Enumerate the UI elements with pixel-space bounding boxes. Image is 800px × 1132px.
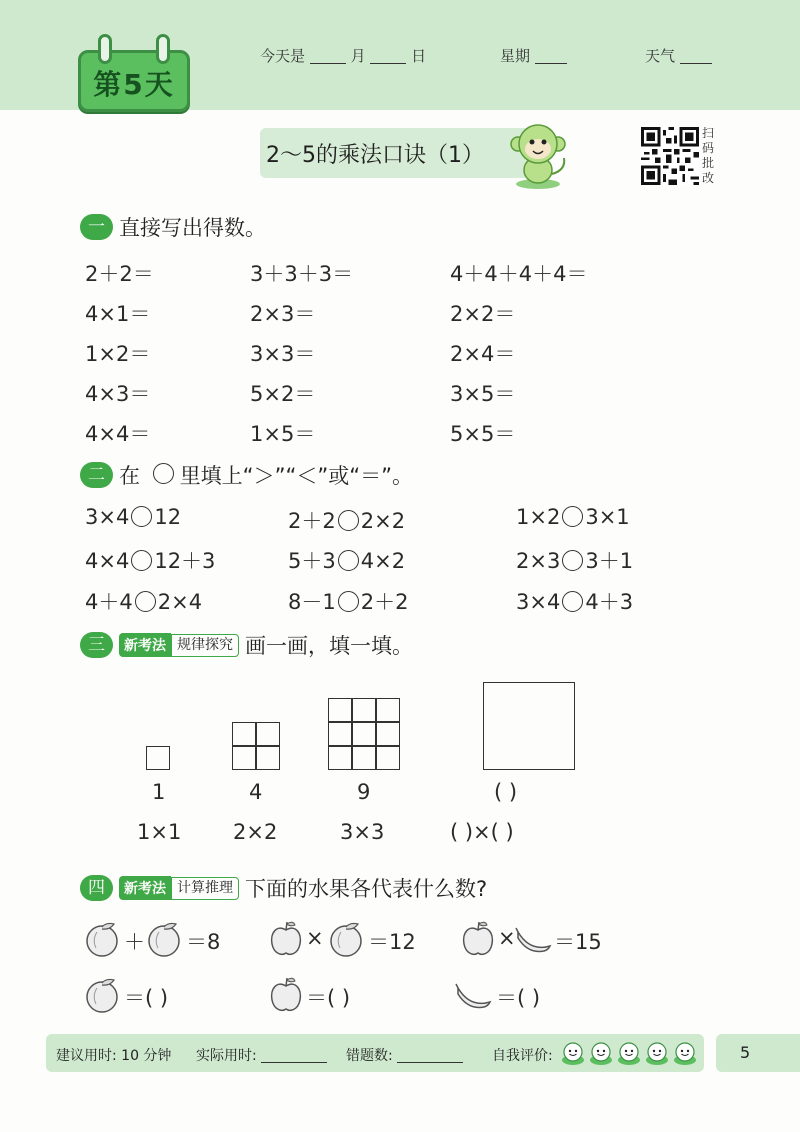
compare-circle[interactable] [562,591,583,612]
month-label: 月 [350,47,366,65]
problem: 4×1＝ [85,302,151,326]
problem: 4×4＝ [85,422,151,446]
compare-problem [516,505,630,529]
count-label: 9 [357,780,371,804]
right-expr: 4×2 [360,549,406,573]
right-expr: 12＋3 [154,549,216,573]
count-label: 1 [152,780,166,804]
equation-result: ＝15 [554,930,602,954]
compare-circle[interactable] [131,550,152,571]
times-operator: × [306,926,324,950]
self-eval-label: 自我评价: [492,1048,553,1064]
banana-icon [454,974,494,1014]
topic-tag: 规律探究 [171,634,239,657]
grid-line [232,745,280,747]
compare-problem [85,586,202,616]
left-expr: 5＋3 [288,549,336,573]
peach-icon [326,918,366,958]
qr-code-icon[interactable] [641,127,699,185]
scan-char: 扫 [702,126,715,140]
suggested-time: 建议用时: 10 分钟 [56,1048,172,1064]
problem: 2×3＝ [250,302,316,326]
grid-3x3 [328,698,400,770]
compare-circle[interactable] [131,506,152,527]
problem: 5×2＝ [250,382,316,406]
lesson-title-banner [260,128,530,178]
problem: 3×3＝ [250,342,316,366]
section-3-heading [80,630,413,660]
section-number: 三 [80,632,113,658]
circle-symbol-icon [153,463,174,484]
weather-blank[interactable] [680,50,712,64]
problem: 5×5＝ [450,422,516,446]
monkey-mascot-icon [506,118,570,190]
compare-problem [288,545,405,575]
product-answer-blank[interactable]: ( )×( ) [450,820,514,844]
day-label: 日 [411,47,427,65]
left-expr: 1×2 [516,505,561,529]
scan-to-grade-label [702,126,718,186]
right-expr: 12 [154,505,182,529]
equation-result: ＝12 [368,930,416,954]
compare-problem [85,545,215,575]
section-instruction: 下面的水果各代表什么数? [245,877,488,901]
date-field [260,45,426,66]
grid-line [351,698,353,770]
left-expr: 3×4 [516,590,561,614]
date-prefix: 今天是 [260,47,306,65]
right-expr: 2×4 [157,590,203,614]
grid-line [375,698,377,770]
left-expr: 3×4 [85,505,130,529]
plus-operator: ＋ [124,930,145,954]
section-number: 一 [80,214,113,240]
problem: 4×3＝ [85,382,151,406]
right-expr: 3＋1 [585,549,634,573]
count-label: 4 [249,780,263,804]
day-badge-label: 第5天 [93,68,175,101]
right-expr: 2×2 [360,509,406,533]
left-expr: 2＋2 [288,509,336,533]
problem: 4＋4＋4＋4＝ [450,262,588,286]
section-2-heading [80,460,413,490]
problem: 3×5＝ [450,382,516,406]
scan-char: 码 [702,141,715,155]
binder-ring-icon [156,34,170,64]
new-method-tag: 新考法 [119,633,171,657]
compare-problem [516,586,633,616]
peach-icon [82,974,122,1014]
new-method-tag: 新考法 [119,876,171,900]
smiley-rating-icon[interactable] [588,1040,614,1066]
weather-field [645,45,712,66]
product-label: 3×3 [340,820,385,844]
peach-icon [82,918,122,958]
problem: 2＋2＝ [85,262,154,286]
smiley-rating-icon[interactable] [644,1040,670,1066]
page-number: 5 [740,1043,751,1062]
banana-answer-blank[interactable]: ＝( ) [496,986,541,1010]
day-blank[interactable] [370,50,406,64]
count-answer-blank[interactable]: ( ) [494,780,518,804]
apple-answer-blank[interactable]: ＝( ) [306,986,351,1010]
smiley-rating-icon[interactable] [616,1040,642,1066]
month-blank[interactable] [310,50,346,64]
weather-label: 天气 [645,47,676,65]
problem: 2×4＝ [450,342,516,366]
section-1-heading [80,212,266,242]
compare-circle[interactable] [562,550,583,571]
actual-time-label: 实际用时: [196,1048,257,1064]
problem: 3＋3＋3＝ [250,262,354,286]
problem: 2×2＝ [450,302,516,326]
right-expr: 3×1 [585,505,630,529]
errors-label: 错题数: [346,1048,393,1064]
compare-circle[interactable] [562,506,583,527]
topic-tag: 计算推理 [171,877,239,900]
page-number-box [716,1034,800,1072]
scan-char: 改 [702,171,715,185]
problem: 1×2＝ [85,342,151,366]
actual-time-field [196,1045,327,1065]
binder-ring-icon [98,34,112,64]
left-expr: 4×4 [85,549,130,573]
grid-1x1 [146,746,170,770]
compare-circle[interactable] [135,591,156,612]
apple-icon [458,918,498,958]
compare-circle[interactable] [338,510,359,531]
errors-blank[interactable] [397,1049,463,1063]
weekday-blank[interactable] [535,50,567,64]
footer-bar [46,1034,704,1072]
lesson-title: 2～5的乘法口诀（1） [266,143,484,168]
smiley-rating-icon[interactable] [672,1040,698,1066]
peach-icon [144,918,184,958]
left-expr: 2×3 [516,549,561,573]
compare-problem [288,586,408,616]
left-expr: 8－1 [288,590,336,614]
product-label: 1×1 [137,820,182,844]
grid-line [328,721,400,723]
equation-result: ＝8 [186,930,221,954]
right-expr: 4＋3 [585,590,634,614]
section-instruction: 画一画，填一填。 [245,634,413,658]
day-badge [78,50,190,112]
section-number: 二 [80,462,113,488]
smiley-rating-icon[interactable] [560,1040,586,1066]
weekday-field [500,45,567,66]
left-expr: 4＋4 [85,590,133,614]
grid-line [328,745,400,747]
compare-problem [85,505,181,529]
compare-problem [516,545,633,575]
apple-icon [266,974,306,1014]
section-4-heading [80,873,487,903]
section-instruction: 直接写出得数。 [119,216,266,240]
peach-answer-blank[interactable]: ＝( ) [124,986,169,1010]
times-operator: × [498,926,516,950]
weekday-label: 星期 [500,47,531,65]
banana-icon [514,918,554,958]
actual-time-blank[interactable] [261,1049,327,1063]
errors-field [346,1045,463,1065]
apple-icon [266,918,306,958]
compare-problem [288,505,405,535]
product-label: 2×2 [233,820,278,844]
drawing-square[interactable] [483,682,575,770]
scan-char: 批 [702,156,715,170]
problem: 1×5＝ [250,422,316,446]
section-instruction-post: 里填上“＞”“＜”或“＝”。 [179,464,413,488]
section-number: 四 [80,875,113,901]
compare-circle[interactable] [338,591,359,612]
compare-circle[interactable] [338,550,359,571]
section-instruction-pre: 在 [119,464,140,488]
right-expr: 2＋2 [360,590,409,614]
